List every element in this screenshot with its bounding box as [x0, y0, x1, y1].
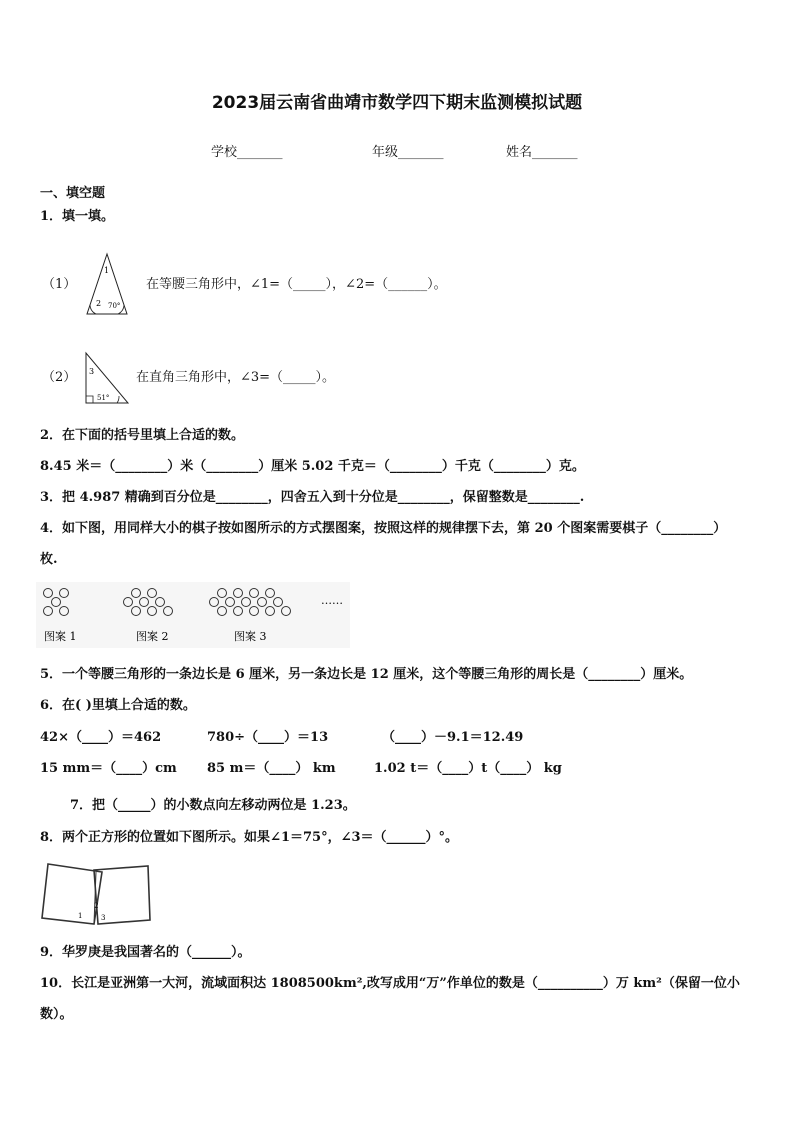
q1-part1-text: 在等腰三角形中，∠1=（_____），∠2=（______）。: [146, 277, 447, 292]
question-2-line: 8.45 米＝（________）米（________）厘米 5.02 千克＝（________）千克（________）克。: [40, 459, 585, 474]
name-field: 姓名_______: [506, 145, 578, 160]
question-4-cont: 枚.: [40, 552, 58, 567]
question-10: 10．长江是亚洲第一大河，流域面积达 1808500km²,改写成用“万”作单位的数是（__________）万 km²（保留一位小: [40, 976, 740, 991]
question-2: 2．在下面的括号里填上合适的数。: [40, 428, 245, 443]
q6-row2-a: 15 mm＝（____）cm: [40, 761, 177, 776]
question-5: 5．一个等腰三角形的一条边长是 6 厘米，另一条边长是 12 厘米，这个等腰三角形的周长是（________）厘米。: [40, 667, 693, 682]
question-6: 6．在( )里填上合适的数。: [40, 698, 196, 713]
q1-part2-number: （2）: [42, 370, 77, 385]
q6-row1-b: 780÷（____）＝13: [207, 730, 329, 745]
isosceles-triangle-figure: [84, 250, 132, 318]
angle-1-label: 1: [78, 912, 83, 920]
grade-field: 年级_______: [372, 145, 444, 160]
q1-part2-text: 在直角三角形中，∠3=（_____）。: [136, 370, 336, 385]
angle-3-label: 3: [101, 914, 106, 922]
q1-part1-number: （1）: [42, 277, 77, 292]
q6-row1-a: 42×（____）＝462: [40, 730, 162, 745]
pattern-ellipsis: ……: [321, 594, 343, 607]
question-7: 7．把（_____）的小数点向左移动两位是 1.23。: [70, 798, 356, 813]
question-8: 8．两个正方形的位置如下图所示。如果∠1＝75°，∠3＝（______）°。: [40, 830, 459, 845]
q6-row2-b: 85 m＝（____） km: [207, 761, 336, 776]
section-heading: 一、填空题: [40, 186, 106, 201]
question-9: 9．华罗庚是我国著名的（______）。: [40, 945, 251, 960]
chess-pattern-figure: [36, 582, 350, 648]
angle-3-label: 3: [89, 367, 95, 376]
q6-row1-c: （____）－9.1＝12.49: [382, 730, 524, 745]
angle-2-label: 2: [96, 299, 102, 308]
angle-1-label: 1: [104, 266, 110, 275]
angle-2-label: 2: [94, 902, 99, 910]
two-squares-figure: [38, 860, 152, 928]
question-10-cont: 数）。: [40, 1007, 73, 1022]
q6-row2-c: 1.02 t＝（____）t（____） kg: [374, 761, 562, 776]
question-4: 4．如下图，用同样大小的棋子按如图所示的方式摆图案，按照这样的规律摆下去，第 20 个图案需要棋子（________）: [40, 521, 727, 536]
pattern-2-label: 图案 2: [136, 630, 169, 643]
right-triangle-figure: [82, 350, 132, 406]
pattern-1-label: 图案 1: [44, 630, 77, 643]
page-title: 2023届云南省曲靖市数学四下期末监测模拟试题: [211, 93, 583, 113]
angle-70-label: 70°: [108, 302, 121, 310]
question-1: 1．填一填。: [40, 209, 115, 224]
school-field: 学校_______: [211, 145, 283, 160]
pattern-3-label: 图案 3: [234, 630, 267, 643]
question-3: 3．把 4.987 精确到百分位是________，四舍五入到十分位是________，保留整数是________.: [40, 490, 585, 505]
angle-51-label: 51°: [97, 394, 110, 402]
